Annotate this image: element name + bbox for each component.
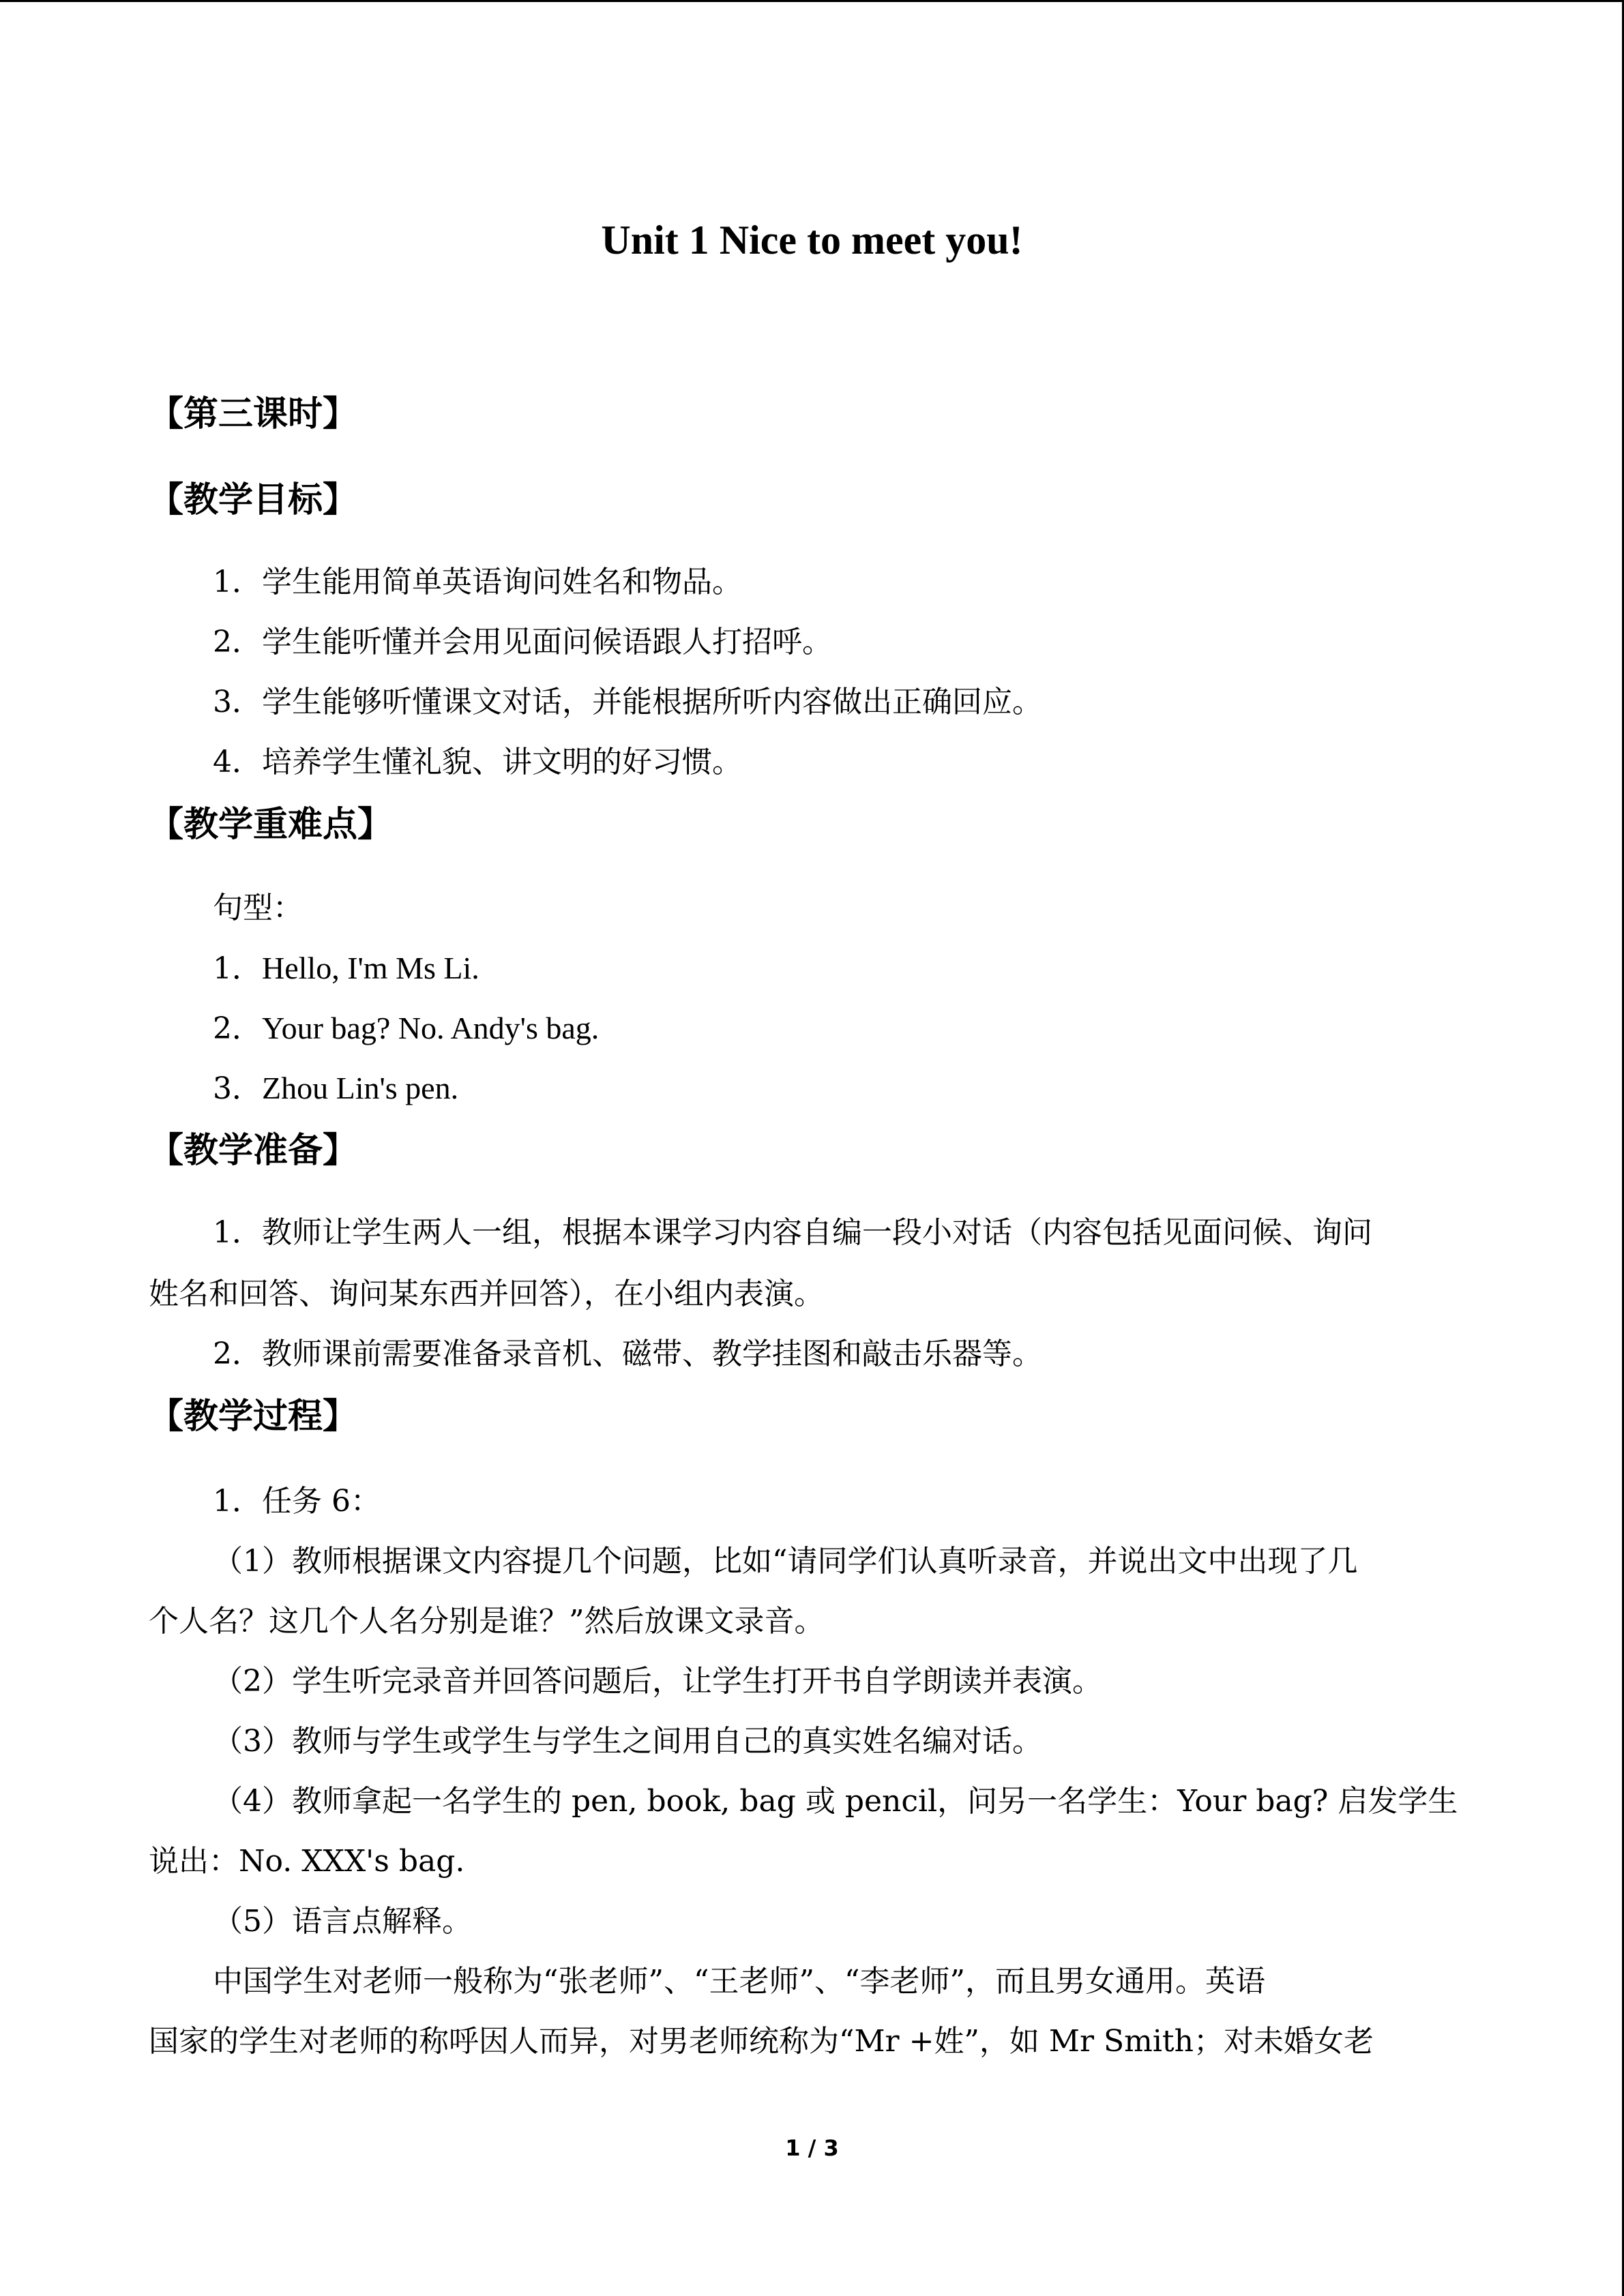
- section-heading-preparation: 【教学准备】: [149, 1131, 358, 1171]
- objective-number: 1．: [213, 565, 262, 599]
- key-point-text: Your bag? No. Andy's bag.: [262, 1011, 600, 1045]
- process-task-label: 1．任务 6：: [213, 1484, 381, 1519]
- section-heading-objectives: 【教学目标】: [149, 480, 358, 520]
- objective-text: 培养学生懂礼貌、讲文明的好习惯。: [262, 745, 742, 779]
- page-number: 1 / 3: [785, 2135, 839, 2161]
- objective-item-3: [213, 681, 1042, 724]
- key-points-label: 句型：: [213, 891, 303, 925]
- objective-number: 4．: [213, 745, 262, 779]
- process-step-4-line-2: 说出：No. XXX's bag.: [149, 1844, 465, 1879]
- objective-text: 学生能听懂并会用见面问候语跟人打招呼。: [262, 625, 832, 659]
- objective-text: 学生能够听懂课文对话，并能根据所听内容做出正确回应。: [262, 685, 1042, 719]
- key-point-text: Zhou Lin's pen.: [262, 1071, 459, 1105]
- key-point-item-3: [213, 1067, 458, 1111]
- key-point-number: 2．: [213, 1011, 262, 1046]
- objective-item-2: [213, 621, 832, 664]
- objective-item-1: [213, 561, 742, 604]
- process-step-1-line-2: 个人名？这几个人名分别是谁？”然后放课文录音。: [149, 1604, 825, 1639]
- preparation-item-1-line-2: 姓名和回答、询问某东西并回答），在小组内表演。: [149, 1277, 824, 1311]
- section-heading-key-points: 【教学重难点】: [149, 805, 393, 845]
- process-step-5: （5）语言点解释。: [213, 1904, 472, 1939]
- key-point-text: Hello, I'm Ms Li.: [262, 951, 479, 985]
- section-heading-lesson: 【第三课时】: [149, 394, 358, 434]
- process-paragraph-line-2: 国家的学生对老师的称呼因人而异，对男老师统称为“Mr +姓”，如 Mr Smith；对未婚女老: [149, 2024, 1374, 2059]
- key-point-item-1: [213, 946, 479, 991]
- objective-number: 2．: [213, 625, 262, 659]
- page-top-border: [0, 0, 1624, 2]
- process-step-1-line-1: （1）教师根据课文内容提几个问题，比如“请同学们认真听录音，并说出文中出现了几: [213, 1544, 1358, 1579]
- key-point-number: 1．: [213, 951, 262, 986]
- objective-number: 3．: [213, 685, 262, 719]
- key-point-number: 3．: [213, 1071, 262, 1106]
- objective-item-4: [213, 741, 742, 784]
- process-step-4-line-1: （4）教师拿起一名学生的 pen, book, bag 或 pencil，问另一名学生：Your bag? 启发学生: [213, 1784, 1458, 1819]
- process-step-3: （3）教师与学生或学生与学生之间用自己的真实姓名编对话。: [213, 1724, 1042, 1759]
- section-heading-process: 【教学过程】: [149, 1397, 358, 1437]
- process-step-2: （2）学生听完录音并回答问题后，让学生打开书自学朗读并表演。: [213, 1664, 1102, 1699]
- preparation-item-2: 2．教师课前需要准备录音机、磁带、教学挂图和敲击乐器等。: [213, 1337, 1042, 1371]
- document-title: Unit 1 Nice to meet you!: [601, 218, 1023, 263]
- preparation-item-1-line-1: 1．教师让学生两人一组，根据本课学习内容自编一段小对话（内容包括见面问候、询问: [213, 1215, 1372, 1250]
- process-paragraph-line-1: 中国学生对老师一般称为“张老师”、“王老师”、“李老师”，而且男女通用。英语: [213, 1964, 1265, 1999]
- objective-text: 学生能用简单英语询问姓名和物品。: [262, 565, 742, 599]
- key-point-item-2: [213, 1007, 599, 1051]
